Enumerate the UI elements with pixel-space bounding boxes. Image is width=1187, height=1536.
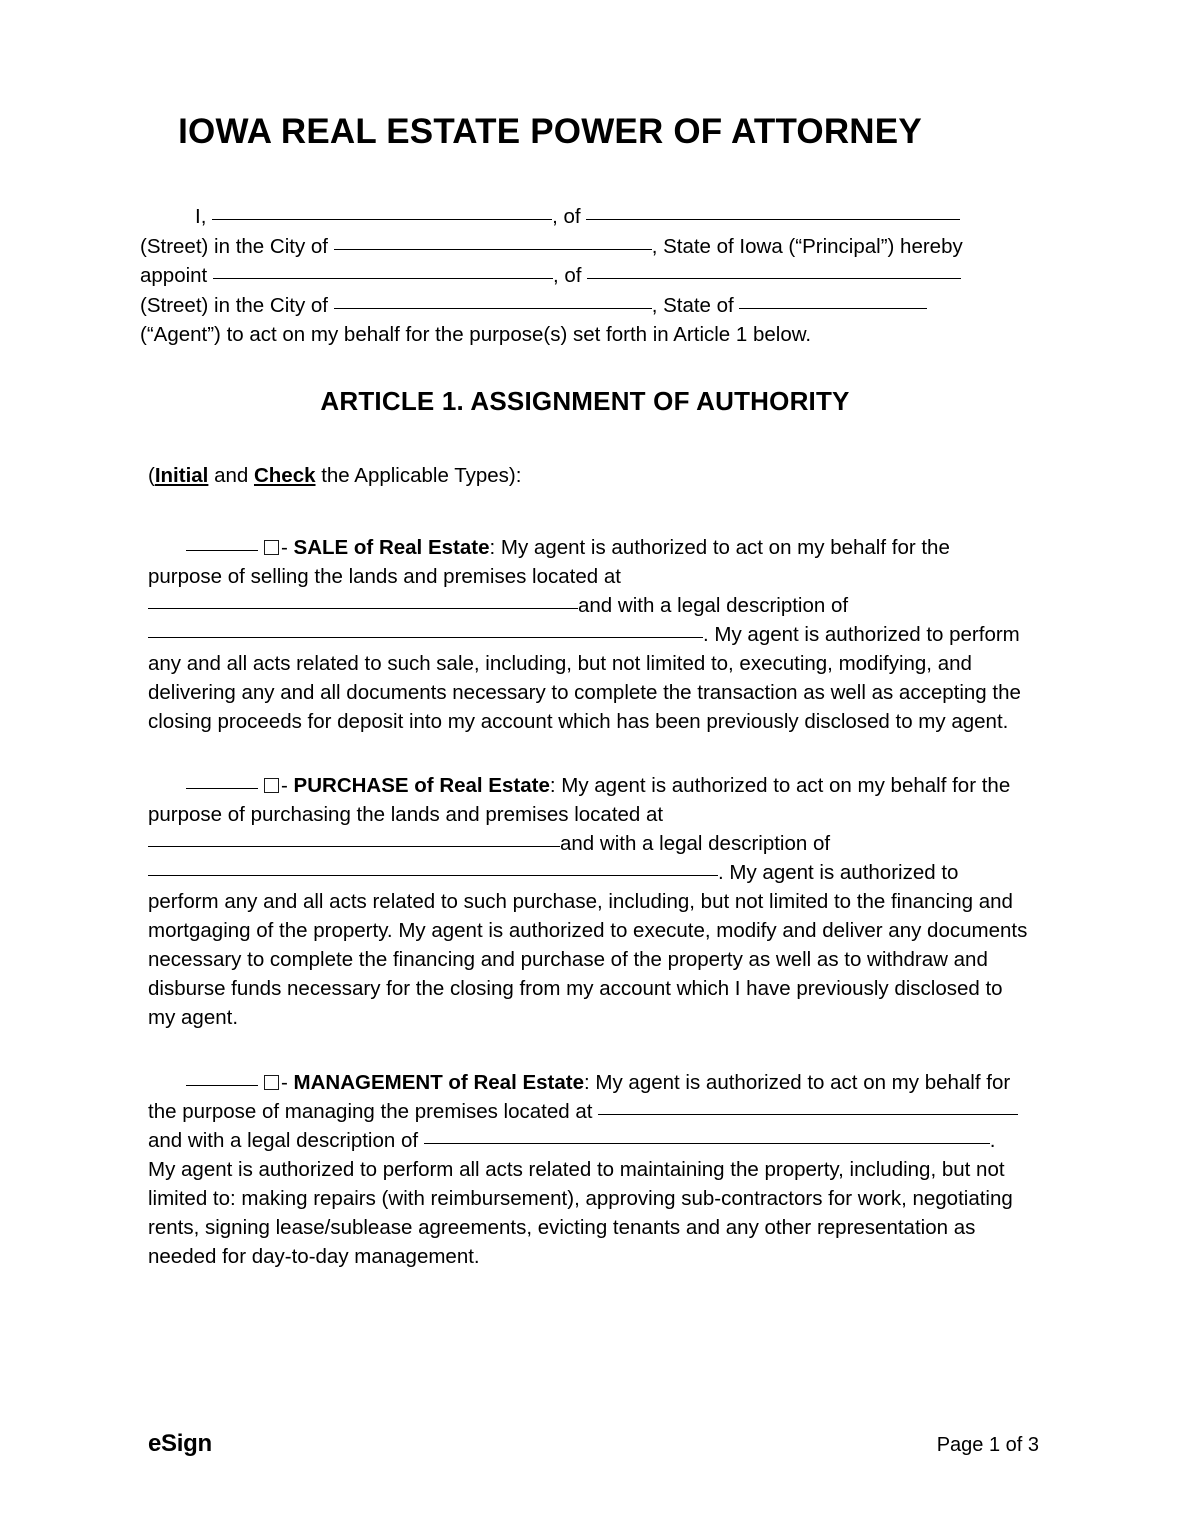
sale-initials-blank[interactable] xyxy=(186,535,258,551)
principal-name-blank[interactable] xyxy=(212,204,552,220)
purchase-text-3: . My agent is authorized to perform any and all acts related to such purchase, including, but not limited to the financing and mortgaging of the property. My agent is authorized to execute, modify and deliver any documents necessary to complete the financing and purchase of the property as well as to withdraw and disburse funds necessary for the closing from my account which I have previously disclosed to my agent. xyxy=(148,861,1028,1029)
agent-street-blank[interactable] xyxy=(587,263,961,279)
management-checkbox[interactable] xyxy=(264,1075,279,1090)
sale-colon: : xyxy=(489,536,501,559)
sale-text-1: My agent is authorized to act on my behalf for the purpose of selling the lands and premises located at xyxy=(148,536,950,588)
note-and-word: and xyxy=(208,464,254,487)
purchase-initials-blank[interactable] xyxy=(186,773,258,789)
management-text-4: My agent is authorized to perform all acts related to maintaining the property, including, but not limited to: making repairs (with reimbursement), approving sub-contractors for work, negotiating rents, signing lease/sublease agreements, evicting tenants and any other representation as needed for day-to-day management. xyxy=(148,1158,1013,1268)
section-sale xyxy=(148,533,1028,736)
intro-line3-prefix: appoint xyxy=(140,264,208,287)
intro-line-3 xyxy=(140,261,1000,291)
management-dash: - xyxy=(281,1071,294,1094)
intro-line4-prefix: (Street) in the City of xyxy=(140,293,328,317)
principal-agent-intro-block xyxy=(140,202,1000,350)
intro-line3-suffix: , of xyxy=(552,264,582,287)
intro-line4-suffix: , State of xyxy=(651,293,734,317)
intro-line1-suffix: , of xyxy=(552,205,581,228)
intro-line-2 xyxy=(140,232,1000,262)
sale-label: SALE of Real Estate xyxy=(293,536,490,559)
note-initial-word: Initial xyxy=(154,464,209,487)
section-purchase xyxy=(148,771,1028,1032)
article-1-heading: ARTICLE 1. ASSIGNMENT OF AUTHORITY xyxy=(320,386,850,416)
purchase-property-address-blank[interactable] xyxy=(148,831,560,847)
agent-state-blank[interactable] xyxy=(739,293,927,309)
page-number: Page 1 of 3 xyxy=(936,1434,1039,1456)
sale-legal-description-blank[interactable] xyxy=(148,622,703,638)
purchase-colon: : xyxy=(549,774,562,797)
purchase-dash: - xyxy=(281,774,294,797)
intro-line-1 xyxy=(140,202,1000,232)
management-colon: : xyxy=(584,1071,596,1094)
note-rest: the Applicable Types): xyxy=(315,464,522,487)
sale-text-3: . My agent is authorized to perform any and all acts related to such sale, including, but not limited to, executing, modifying, and delivering any and all documents necessary to complete the transaction as well as accepting the closing proceeds for deposit into my account which has been previously disclosed to my agent. xyxy=(148,623,1021,733)
intro-line2-prefix: (Street) in the City of xyxy=(140,234,328,258)
purchase-legal-description-blank[interactable] xyxy=(148,860,718,876)
principal-street-blank[interactable] xyxy=(586,204,960,220)
sale-checkbox[interactable] xyxy=(264,540,279,555)
page-title: IOWA REAL ESTATE POWER OF ATTORNEY xyxy=(178,112,922,151)
management-legal-description-blank[interactable] xyxy=(424,1128,990,1144)
purchase-text-2: and with a legal description of xyxy=(560,832,831,855)
management-text-3: . xyxy=(989,1129,996,1152)
sale-text-2: and with a legal description of xyxy=(578,594,849,617)
note-open-paren: ( xyxy=(148,464,155,487)
management-initials-blank[interactable] xyxy=(186,1070,258,1086)
agent-city-blank[interactable] xyxy=(334,293,652,309)
sale-property-address-blank[interactable] xyxy=(148,593,578,609)
management-label: MANAGEMENT of Real Estate xyxy=(293,1071,584,1094)
purchase-label: PURCHASE of Real Estate xyxy=(293,774,550,797)
note-check-word: Check xyxy=(253,464,316,487)
agent-name-blank[interactable] xyxy=(213,263,553,279)
esign-logo: eSign xyxy=(148,1430,212,1457)
intro-line2-suffix: , State of Iowa (“Principal”) hereby xyxy=(651,234,963,258)
sale-dash: - xyxy=(281,536,294,559)
intro-line-4 xyxy=(140,291,1000,321)
management-text-2: and with a legal description of xyxy=(148,1129,419,1152)
management-property-address-blank[interactable] xyxy=(598,1099,1018,1115)
principal-city-blank[interactable] xyxy=(334,234,652,250)
purchase-checkbox[interactable] xyxy=(264,778,279,793)
management-text-1: My agent is authorized to act on my behalf for the purpose of managing the premises located at xyxy=(148,1071,1011,1123)
intro-line1-prefix: I, xyxy=(195,205,207,228)
initial-and-check-note xyxy=(148,462,521,490)
intro-line-5: (“Agent”) to act on my behalf for the purpose(s) set forth in Article 1 below. xyxy=(140,323,812,346)
purchase-text-1: My agent is authorized to act on my behalf for the purpose of purchasing the lands and premises located at xyxy=(148,774,1011,826)
section-management xyxy=(148,1068,1028,1271)
